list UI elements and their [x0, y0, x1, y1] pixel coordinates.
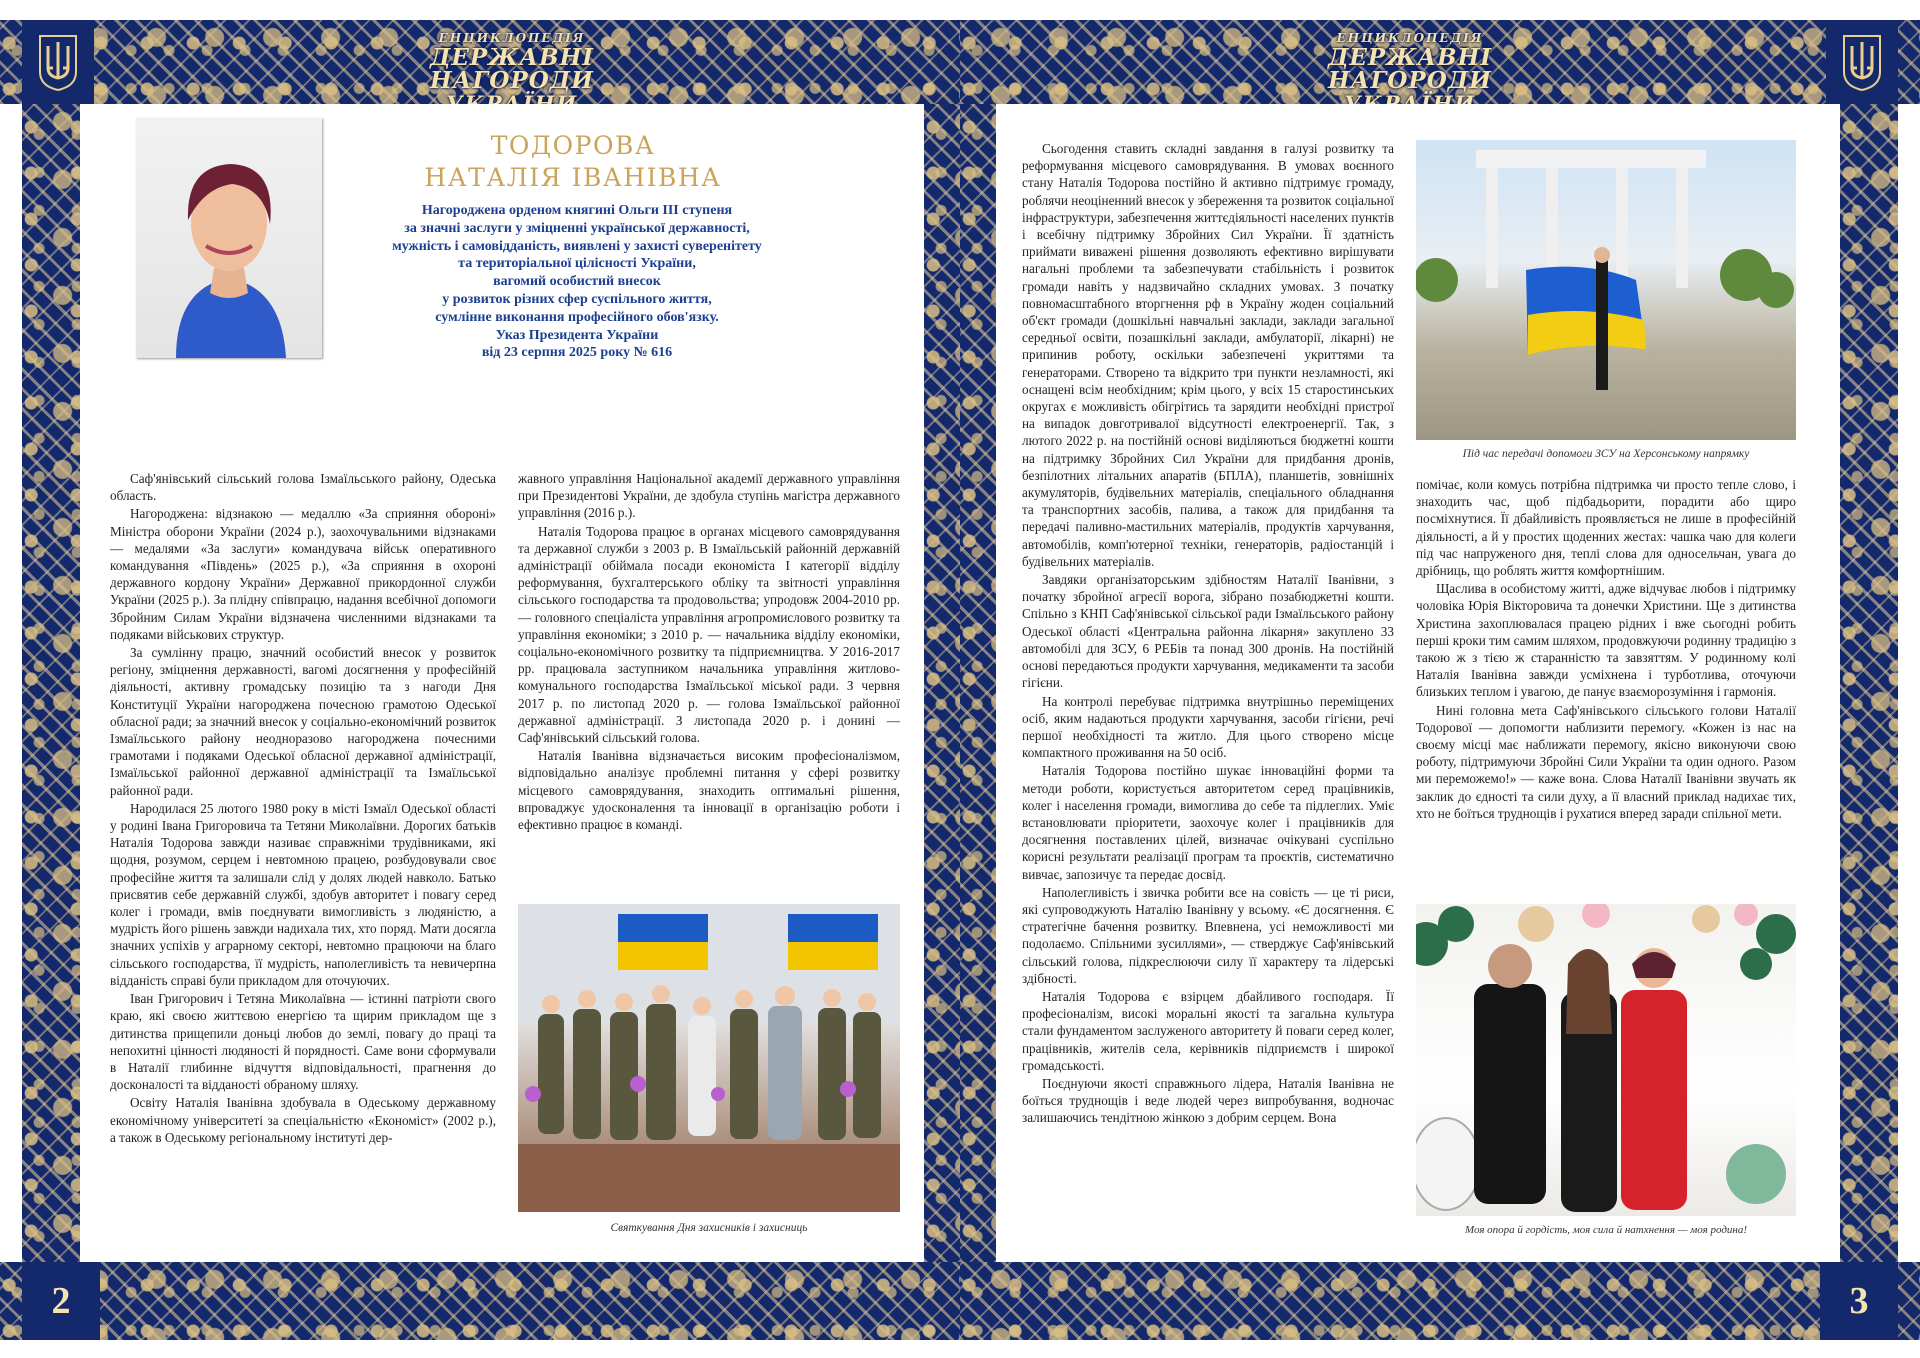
header-line-2: ДЕРЖАВНІ НАГОРОДИ	[1327, 44, 1493, 94]
surname: ТОДОРОВА	[490, 131, 656, 160]
header-line-1: ЕНЦИКЛОПЕДІЯ	[1336, 31, 1484, 45]
paragraph: Щаслива в особистому житті, адже відчуває любов і підтримку чоловіка Юрія Вікторовича та донечки Христини. Ще з дитинства Христина захоплювалася працею рідних і вже сьогодні робить перші кроки тим самим шляхом, продовжуючи родинну традицію з такою ж з тією ж старанністю та завзяттям. У родинному колі Наталія Іванівна завжди усміхнена і турботлива, оточуючи близьких теплом і увагою, де панує взаєморозуміння і гармонія.	[1416, 581, 1796, 700]
ornamental-border-left	[960, 104, 996, 1262]
paragraph: Завдяки організаторським здібностям Наталії Іванівни, з початку збройної агресії ворога, зібрано позабюджетні кошти. Спільно з КНП Саф'янівської сільської ради Ізмаїльського району Одеської області «Центральна районна лікарня» закуплено 33 автомобілі для ЗСУ, 6 РЕБів та понад 300 дронів. На постійній основі передаються продукти харчування, медикаменти та засоби гігієни.	[1022, 572, 1394, 691]
paragraph: Нагороджена: відзнакою — медаллю «За сприяння обороні» Міністра оборони України (2024 р.), заохочувальними відзнаками — медалями «За заслуги» командувача військ оперативного командування «Південь» (2025 р.), «За сприяння в охороні державного кордону України» Державної прикордонної служби України (2025 р.). За плідну співпрацю, надання всебічної допомоги Збройним Силам України відзначена численними відзнаками та подяками військових структур.	[110, 506, 496, 642]
emblem-box	[22, 20, 94, 104]
paragraph: Наталія Іванівна відзначається високим професіоналізмом, відповідально аналізує проблемні питання у сфері розвитку місцевого самоврядування, знаходить оптимальні рішення, впроваджує удосконалення та інновації в організацію роботи і ефективно працює в команді.	[518, 748, 900, 833]
paragraph: Народилася 25 лютого 1980 року в місті Ізмаїл Одеської області у родині Івана Григоровича та Тетяни Миколаївни. Дорогих батьків Наталія Тодорова завжди називає справжніми трудівниками, які щодня, розумом, серцем і невтомною працею, розбудовували своє професійне життя та залишали слід у долях людей навколо. Батько присвятив себе державній службі, здобув авторитет і повагу серед колег і громади, вмів поєднувати вимогливість з людяністю, а мудрість його рішень завжди надихала тих, хто поряд. Мати досягла значних успіхів у аграрному секторі, невтомно працюючи на благо сільського господарства, її мудрість, наполегливість та невичерпна відданість справі були прикладом для оточуючих.	[110, 800, 496, 988]
award-line: Нагороджена орденом княгині Ольги ІІІ ступеня	[421, 203, 733, 218]
paragraph: Іван Григорович і Тетяна Миколаївна — істинні патріоти свого краю, які своєю життєвою енергією та щирим прикладом ще з дитинства прищепили доньці любов до землі, повагу до праці та непохитні цінності людяності й порядності. Саме вони сформували в Наталії глибинне відчуття відповідальності, прагнення до досконалості та відданості обраному шляху.	[110, 991, 496, 1093]
paragraph: Наталія Тодорова постійно шукає інноваційні форми та методи роботи, користується авторитетом серед працівників, колег і населення громади, вимоглива до себе та підлеглих. Уміє встановлювати пріоритети, заохочує колег і працівників для досягнення поставлених цілей, визначає очікувані суспільно корисні результати реалізації програм та проєктів, систематично вивчає, запозичує та передає досвід.	[1022, 763, 1394, 882]
paragraph: За сумлінну працю, значний особистий внесок у розвиток регіону, зміцнення державності, вагомі досягнення у професійній діяльності, активну громадську позицію та з нагоди Дня Конституції України нагороджена почесною грамотою Одеської обласної ради; за значний внесок у соціально-економічний розвиток Ізмаїльського району неодноразово нагороджена почесними грамотами і подяками Одеської обласної державної адміністрації, Ізмаїльської районної державної адміністрації та Ізмаїльської районної ради.	[110, 645, 496, 798]
award-line: та територіальної цілісності України,	[458, 256, 696, 272]
ceremony-photo	[518, 904, 900, 1212]
trident-emblem-icon	[1840, 32, 1884, 92]
left-column-2	[518, 470, 900, 834]
right-column-1	[1022, 140, 1394, 1128]
left-content	[80, 104, 924, 1262]
paragraph: Наполегливість і звичка робити все на совість — це ті риси, які супроводжують Наталію Іванівну у всьому. «Є досягнення. Є стратегічне бачення розвитку. Впевнена, усі неможливості ми подолаємо. Спільними зусиллями», — стверджує Саф'янівський сільський голова, підкреслюючи силу її характеру та лідерські здібності.	[1022, 884, 1394, 986]
award-line: за значні заслуги у зміцненні української державності,	[404, 220, 750, 236]
award-line: сумлінне виконання професійного обов'язку.	[435, 309, 719, 325]
flag-photo	[1416, 140, 1796, 440]
paragraph: Поєднуючи якості справжнього лідера, Наталія Іванівна не боїться труднощів і веде людей через випробування, водночас залишаючись тендітною жінкою з добрим серцем. Вона	[1022, 1075, 1394, 1126]
award-line: мужність і самовідданість, виявлені у захисті суверенітету	[392, 238, 762, 254]
page-number: 3	[1820, 1262, 1898, 1340]
paragraph: Нині головна мета Саф'янівського сільського голови Наталії Тодорової — допомогти наблизити перемогу. «Кожен із нас на своєму місці має наближати перемогу, якісно виконуючи свою роботу, підтримуючи Збройні Сили України та один одного. Разом ми переможемо!» — каже вона. Слова Наталії Іванівни звучать як заклик до єдності та сили духу, а її власний приклад надихає тих, хто не боїться труднощів і рухатися вперед заради спільної мети.	[1416, 702, 1796, 821]
emblem-box	[1826, 20, 1898, 104]
paragraph: Освіту Наталія Іванівна здобувала в Одеському державному економічному університеті за спеціальністю «Економіст» (2002 р.), а також в Одеському регіональному інституті дер-	[110, 1095, 496, 1145]
ceremony-photo-caption: Святкування Дня захисників і захисниць	[610, 1222, 808, 1234]
portrait-photo	[136, 118, 322, 358]
family-photo	[1416, 904, 1796, 1216]
right-content	[996, 104, 1840, 1262]
header-line-2: ДЕРЖАВНІ НАГОРОДИ	[429, 44, 595, 94]
encyclopedia-title	[1250, 32, 1570, 114]
right-column-2	[1416, 476, 1796, 823]
award-line: у розвиток різних сфер суспільного життя,	[442, 291, 712, 307]
page-number: 2	[22, 1262, 100, 1340]
left-column-1	[110, 470, 496, 1147]
award-description	[362, 202, 792, 362]
paragraph: Наталія Тодорова є взірцем дбайливого господаря. Її професіоналізм, високі моральні якості та загальна культура стали фундаментом заслуженого авторитету й поваги серед колег, працівників, жителів села, керівників підприємств і широкої громадськості.	[1022, 988, 1394, 1073]
ornamental-border-right	[1840, 104, 1898, 1262]
paragraph: Наталія Тодорова працює в органах місцевого самоврядування та державної служби з 2003 р. В Ізмаїльській районній державній адміністрації обіймала посади економіста І категорії відділу реформування, бухгалтерського обліку та звітності управління сільського господарства та продовольства; упродовж 2004-2010 рр. — головного спеціаліста управління агропромислового розвитку та управління економіки; з 2010 р. — начальника відділу економіки, соціально-економічного розвитку та підприємництва. У 2016-2017 рр. працювала заступником начальника управління житлово-комунального господарства Ізмаїльської міської ради. З червня 2017 р. по листопад 2020 р. — голова Ізмаїльської районної державної адміністрації. З листопада 2020 р. і донині — Саф'янівський сільський голова.	[518, 523, 900, 746]
ornamental-footer	[960, 1262, 1920, 1340]
ornamental-border-right	[924, 104, 960, 1262]
trident-emblem-icon	[36, 32, 80, 92]
paragraph: На контролі перебуває підтримка внутрішньо переміщених осіб, яким надаються продукти харчування, засоби гігієни, речі першої необхідності та житло. Для цього створено місце компактного проживання на 50 осіб.	[1022, 693, 1394, 761]
family-photo-caption: Моя опора й гордість, моя сила й натхнення — моя родина!	[1464, 1224, 1748, 1236]
right-page	[960, 0, 1920, 1358]
award-line: вагомий особистий внесок	[493, 274, 661, 290]
flag-photo-caption: Під час передачі допомоги ЗСУ на Херсонському напрямку	[1462, 448, 1750, 460]
person-name	[398, 130, 748, 194]
given-names: НАТАЛІЯ ІВАНІВНА	[424, 163, 722, 192]
paragraph: помічає, коли комусь потрібна підтримка чи просто тепле слово, і знаходить час, щоб підбадьорити, порадити або щиро посміхнутися. Її дбайливість проявляється не лише в професійній діяльності, а й у простих щоденних жестах: чашка чаю для колеги під час напруженого дня, теплі слова для односельчан, увага до дрібниць, що роблять життя комфортнішим.	[1416, 477, 1796, 579]
paragraph: жавного управління Національної академії державного управління при Президентові України, де здобула ступінь магістра державного управління (2016 р.).	[518, 471, 900, 521]
ornamental-footer	[0, 1262, 960, 1340]
header-line-1: ЕНЦИКЛОПЕДІЯ	[438, 31, 586, 45]
encyclopedia-title	[352, 32, 672, 114]
paragraph: Саф'янівський сільський голова Ізмаїльського району, Одеська область.	[110, 471, 496, 504]
award-line: Указ Президента України	[495, 327, 659, 343]
ornamental-border-left	[22, 104, 80, 1262]
award-line: від 23 серпня 2025 року № 616	[481, 345, 673, 361]
paragraph: Сьогодення ставить складні завдання в галузі розвитку та реформування місцевого самоврядування. В умовах воєнного стану Наталія Тодорова постійно й активно підтримує громаду, роблячи неоціненний внесок у збереження та розвиток соціальної інфраструктури, забезпечення життєдіяльності населених пунктів і всебічну підтримку Збройних Сил України. Її здатність приймати виважені рішення дозволяють ефективно вирішувати нагальні проблеми та забезпечувати стабільність і розвиток громади навіть у надзвичайно складних умовах. З початку повномасштабного вторгнення рф в Україну жоден соціальний об'єкт громади (дошкільні навчальні заклади, заклади загальної середньої освіти, позашкільні заклади, амбулаторії, лікарні) не припинив роботу, оскільки забезпечені укриттями та генераторами. Створено та відкрито три пункти незламності, які оснащені всім необхідним; крім цього, у всіх 15 старостинських округах є можливість обігрітись та зарядити необхідні пристрої на випадок довготривалої відсутності електроенергії. Так, з лютого 2022 р. на постійній основі виділяються бюджетні кошти на підтримку Збройних Сил України для придбання дронів, безпілотних літальних апаратів (БПЛА), планшетів, зовнішніх акумуляторів, будівельних матеріалів, спеціального обладнання та транспортних засобів, палива, а також для придбання та передачі паливно-мастильних матеріалів, продуктів харчування, автомобілів, комп'ютерної техніки, генераторів, радіостанцій і будівельних матеріалів.	[1022, 141, 1394, 569]
